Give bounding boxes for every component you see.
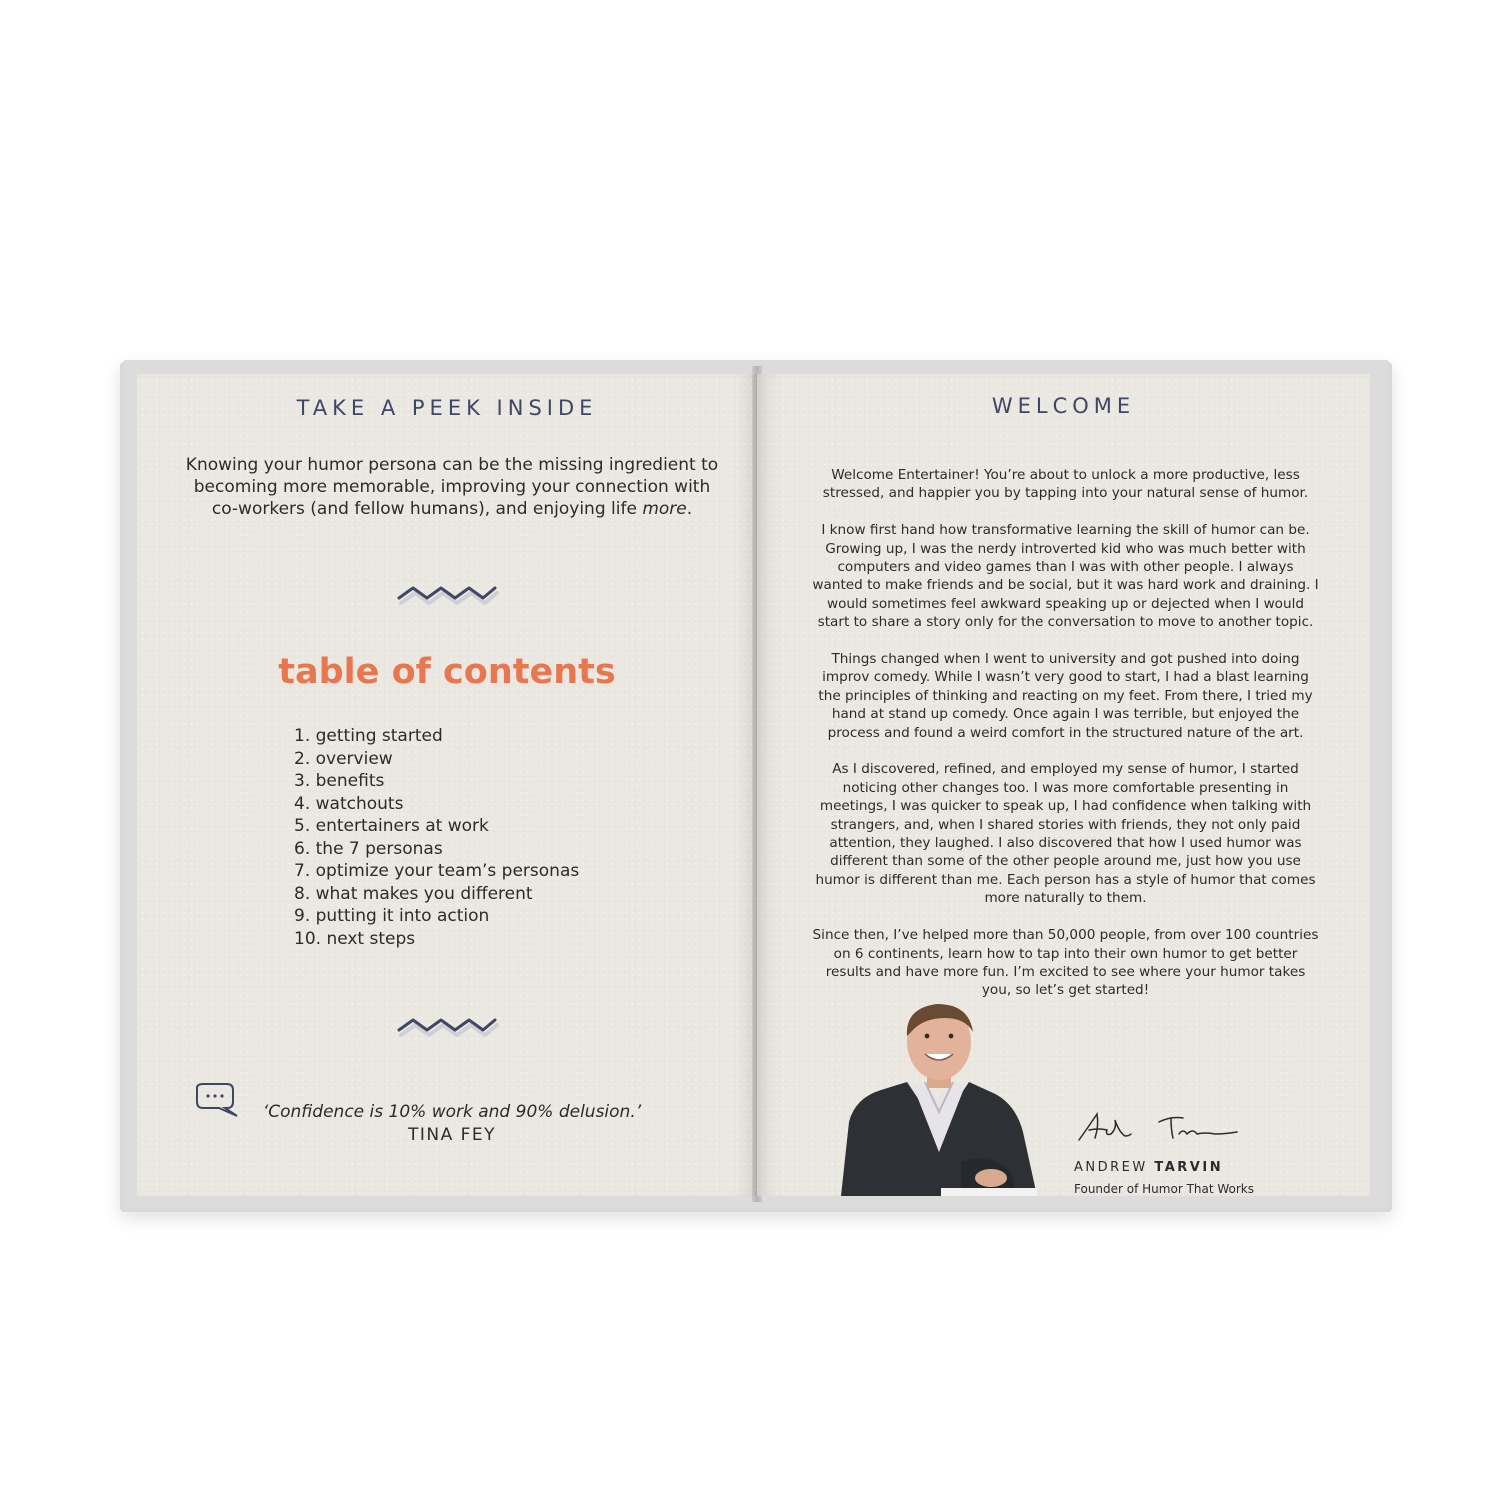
intro-line <box>157 498 747 520</box>
letter-line: Welcome Entertainer! You’re about to unlock a more productive, less <box>831 467 1300 483</box>
handwritten-signature <box>1075 1106 1245 1150</box>
letter-line: computers and video games than I was with other people. I always <box>837 559 1294 576</box>
letter-line: you, so let’s get started! <box>981 982 1150 999</box>
toc-item: 5. entertainers at work <box>294 816 489 836</box>
letter-line: more naturally to them. <box>984 890 1147 907</box>
letter-line: different than some of the other people around me, just how you use <box>830 853 1301 870</box>
welcome-letter <box>779 466 1352 1018</box>
intro-emphasis: more <box>642 499 687 519</box>
toc-item: 6. the 7 personas <box>294 838 443 859</box>
letter-line: attention, they laughed. I also discovered that how I used humor was <box>829 835 1302 852</box>
author-first-name: ANDREW <box>1074 1160 1148 1175</box>
author-photo <box>841 1002 1037 1196</box>
toc-item: 8. what makes you different <box>294 883 533 904</box>
letter-line: hand at stand up comedy. Once again I was terrible, but enjoyed the <box>831 706 1300 723</box>
author-name <box>1074 1160 1223 1175</box>
letter-paragraph <box>779 466 1352 503</box>
toc-item: 4. watchouts <box>294 793 404 814</box>
letter-line: I know first hand how transformative learning the skill of humor can be. <box>821 522 1310 539</box>
letter-line: start to share a story only for the conversation to move to another topic. <box>817 614 1314 631</box>
toc-title: table of contents <box>278 652 616 692</box>
letter-paragraph <box>779 650 1352 742</box>
letter-line: noticing other changes too. I was more comfortable presenting in <box>842 779 1289 796</box>
letter-line: would sometimes feel awkward speaking up or dejected when I would <box>826 595 1305 612</box>
letter-line: wanted to make friends and be social, but it was hard work and draining. I <box>812 577 1319 594</box>
quote-author: TINA FEY <box>407 1125 497 1145</box>
letter-paragraph <box>779 926 1352 1000</box>
toc-item: 7. optimize your team’s personas <box>294 861 580 881</box>
letter-line: humor is different than me. Each person has a style of humor that comes <box>815 871 1316 888</box>
letter-paragraph <box>779 521 1352 631</box>
letter-line: results and have more fun. I’m excited to see where your humor takes <box>825 963 1306 980</box>
author-last-name: TARVIN <box>1154 1160 1224 1175</box>
author-title: Founder of Humor That Works <box>1074 1182 1255 1196</box>
toc-item: 3. benefits <box>294 771 385 791</box>
left-page-heading: TAKE A PEEK INSIDE <box>296 396 598 420</box>
letter-line: the principles of thinking and reacting on my feet. From there, I tried my <box>818 687 1313 704</box>
letter-line: stressed, and happier you by tapping into your natural sense of humor. <box>822 485 1309 502</box>
zigzag-divider-icon <box>397 1013 501 1043</box>
letter-line: As I discovered, refined, and employed my sense of humor, I started <box>832 761 1299 778</box>
right-page <box>757 374 1370 1196</box>
letter-line: improv comedy. While I wasn’t very good to start, I had a blast learning <box>822 669 1309 686</box>
zigzag-divider-icon <box>397 581 501 611</box>
letter-paragraph <box>779 760 1352 907</box>
right-page-heading: WELCOME <box>991 394 1136 418</box>
left-page <box>137 374 757 1196</box>
letter-line: meetings, I was quicker to speak up, I had confidence when talking with <box>819 798 1312 815</box>
quote-text: ‘Confidence is 10% work and 90% delusion.’ <box>262 1102 642 1122</box>
toc-item: 9. putting it into action <box>294 906 490 926</box>
letter-line: Growing up, I was the nerdy introverted kid who was much better with <box>825 540 1306 557</box>
intro-paragraph <box>157 454 747 520</box>
toc-list <box>294 725 579 950</box>
toc-item: 2. overview <box>294 748 393 769</box>
letter-line: Things changed when I went to university and got pushed into doing <box>831 651 1300 668</box>
letter-line: on 6 continents, learn how to tap into their own humor to get better <box>833 945 1298 962</box>
letter-line: process and found a weird comfort in the structured nature of the art. <box>827 724 1304 741</box>
letter-line: Since then, I’ve helped more than 50,000 people, from over 100 countries <box>812 927 1319 944</box>
toc-item: 1. getting started <box>294 726 443 746</box>
letter-line: strangers, and, when I shared stories with friends, they not only paid <box>830 816 1301 833</box>
intro-line: becoming more memorable, improving your connection with <box>193 477 711 497</box>
intro-line: Knowing your humor persona can be the missing ingredient to <box>185 455 719 475</box>
toc-item: 10. next steps <box>294 928 416 949</box>
intro-text: co-workers (and fellow humans), and enjoying life <box>211 499 643 519</box>
intro-text: . <box>686 499 693 519</box>
